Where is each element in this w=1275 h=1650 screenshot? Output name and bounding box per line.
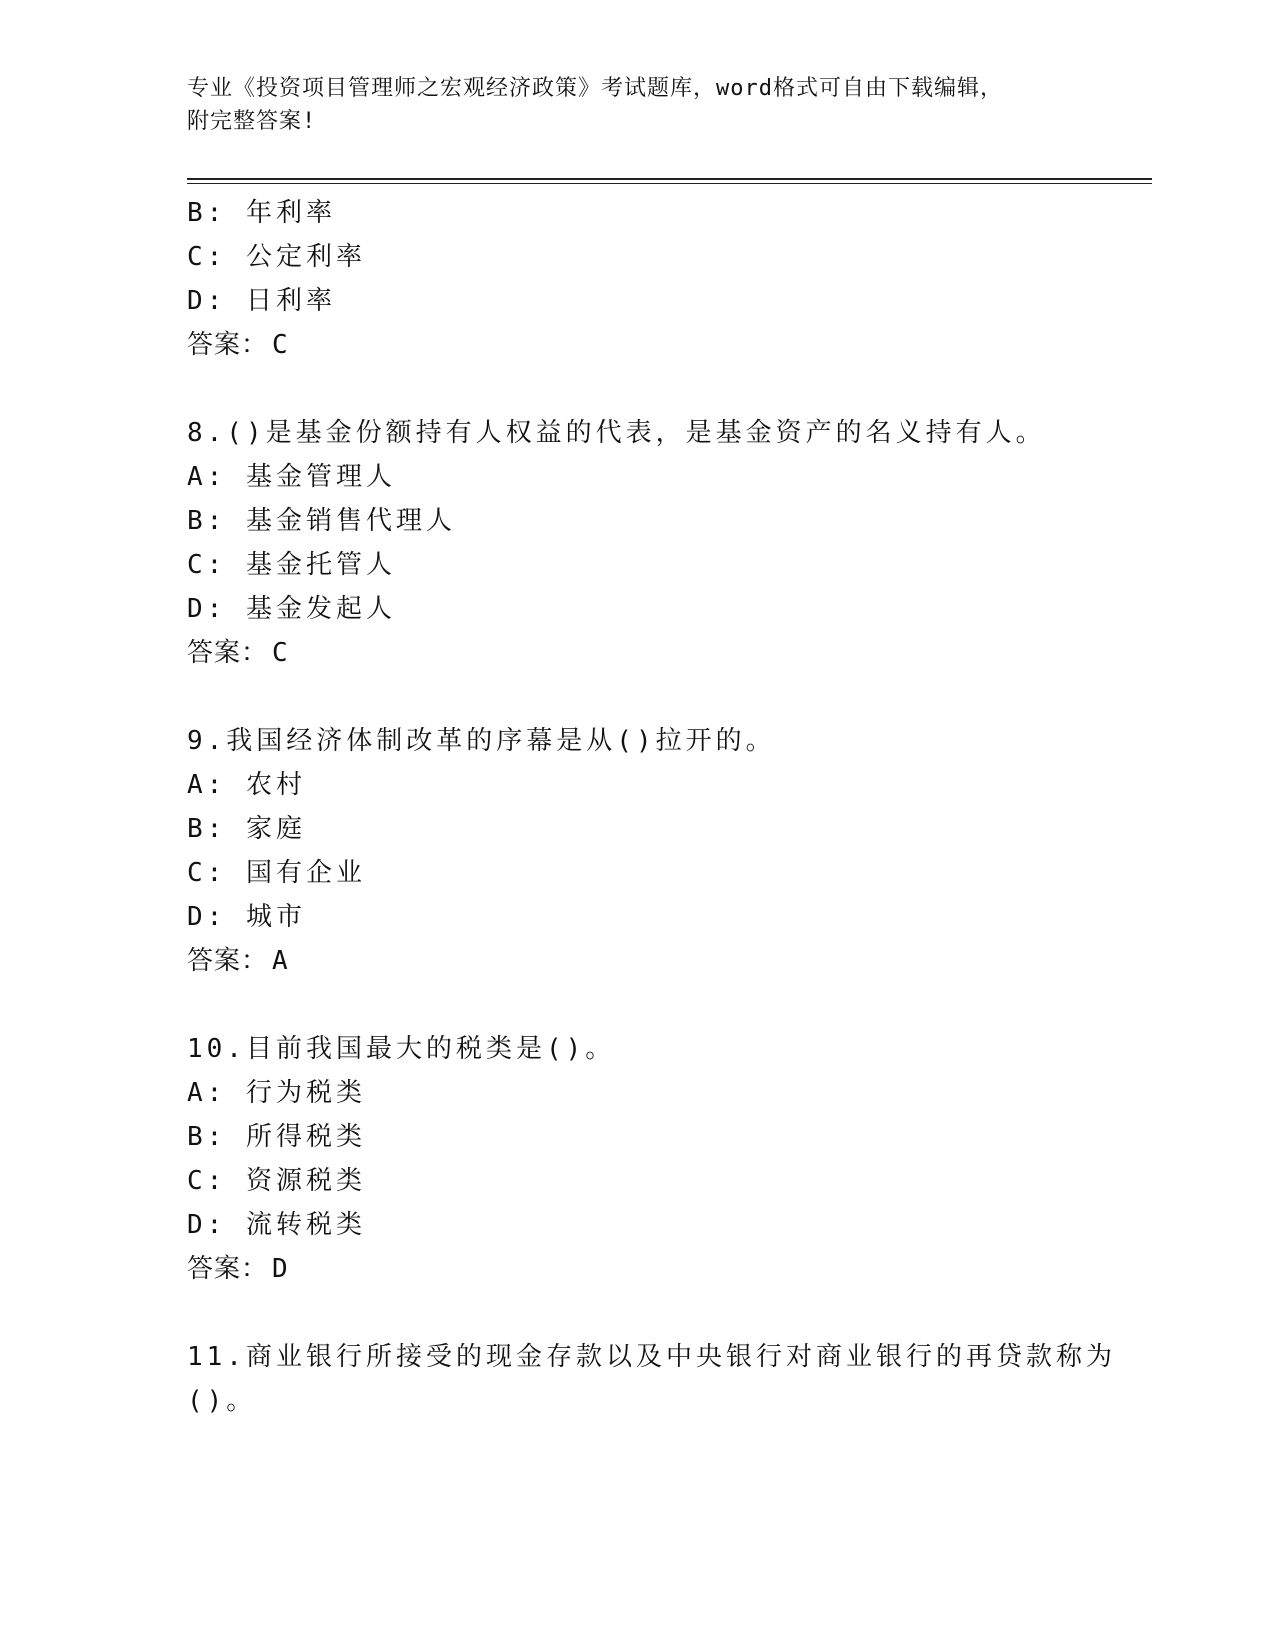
option-a: A: 基金管理人 bbox=[187, 462, 396, 492]
question-8 bbox=[187, 411, 1137, 675]
spacer bbox=[187, 367, 1137, 411]
question-stem-line-2: ()。 bbox=[187, 1386, 257, 1416]
option-a: A: 农村 bbox=[187, 770, 306, 800]
option-b: B: 基金销售代理人 bbox=[187, 506, 456, 536]
spacer bbox=[187, 675, 1137, 719]
header-divider bbox=[187, 178, 1152, 184]
document-header bbox=[187, 72, 1087, 138]
answer-line bbox=[187, 939, 1137, 983]
question-9 bbox=[187, 719, 1137, 983]
answer-label: 答案： bbox=[187, 330, 269, 360]
question-11 bbox=[187, 1335, 1137, 1423]
answer-label: 答案： bbox=[187, 638, 269, 668]
option-a: A: 行为税类 bbox=[187, 1078, 366, 1108]
answer-value: D bbox=[272, 1254, 289, 1284]
question-list bbox=[187, 191, 1137, 1423]
header-line-2: 附完整答案! bbox=[187, 109, 317, 134]
option-c: C: 公定利率 bbox=[187, 242, 366, 272]
option-b: B: 年利率 bbox=[187, 198, 336, 228]
header-line-1: 专业《投资项目管理师之宏观经济政策》考试题库，word格式可自由下载编辑， bbox=[187, 76, 1003, 101]
question-stem: 8.()是基金份额持有人权益的代表，是基金资产的名义持有人。 bbox=[187, 418, 1046, 448]
answer-line bbox=[187, 631, 1137, 675]
answer-label: 答案： bbox=[187, 1254, 269, 1284]
answer-value: A bbox=[272, 946, 289, 976]
question-stem-line-1: 11.商业银行所接受的现金存款以及中央银行对商业银行的再贷款称为 bbox=[187, 1342, 1116, 1372]
answer-line bbox=[187, 1247, 1137, 1291]
question-stem: 9.我国经济体制改革的序幕是从()拉开的。 bbox=[187, 726, 776, 756]
question-stem: 10.目前我国最大的税类是()。 bbox=[187, 1034, 616, 1064]
answer-value: C bbox=[272, 638, 289, 668]
option-d: D: 流转税类 bbox=[187, 1210, 366, 1240]
option-c: C: 国有企业 bbox=[187, 858, 366, 888]
option-b: B: 家庭 bbox=[187, 814, 306, 844]
answer-line bbox=[187, 323, 1137, 367]
spacer bbox=[187, 1291, 1137, 1335]
option-b: B: 所得税类 bbox=[187, 1122, 366, 1152]
option-c: C: 资源税类 bbox=[187, 1166, 366, 1196]
question-partial bbox=[187, 191, 1137, 367]
option-d: D: 基金发起人 bbox=[187, 594, 396, 624]
option-d: D: 日利率 bbox=[187, 286, 336, 316]
answer-value: C bbox=[272, 330, 289, 360]
question-10 bbox=[187, 1027, 1137, 1291]
spacer bbox=[187, 983, 1137, 1027]
answer-label: 答案： bbox=[187, 946, 269, 976]
option-c: C: 基金托管人 bbox=[187, 550, 396, 580]
option-d: D: 城市 bbox=[187, 902, 306, 932]
